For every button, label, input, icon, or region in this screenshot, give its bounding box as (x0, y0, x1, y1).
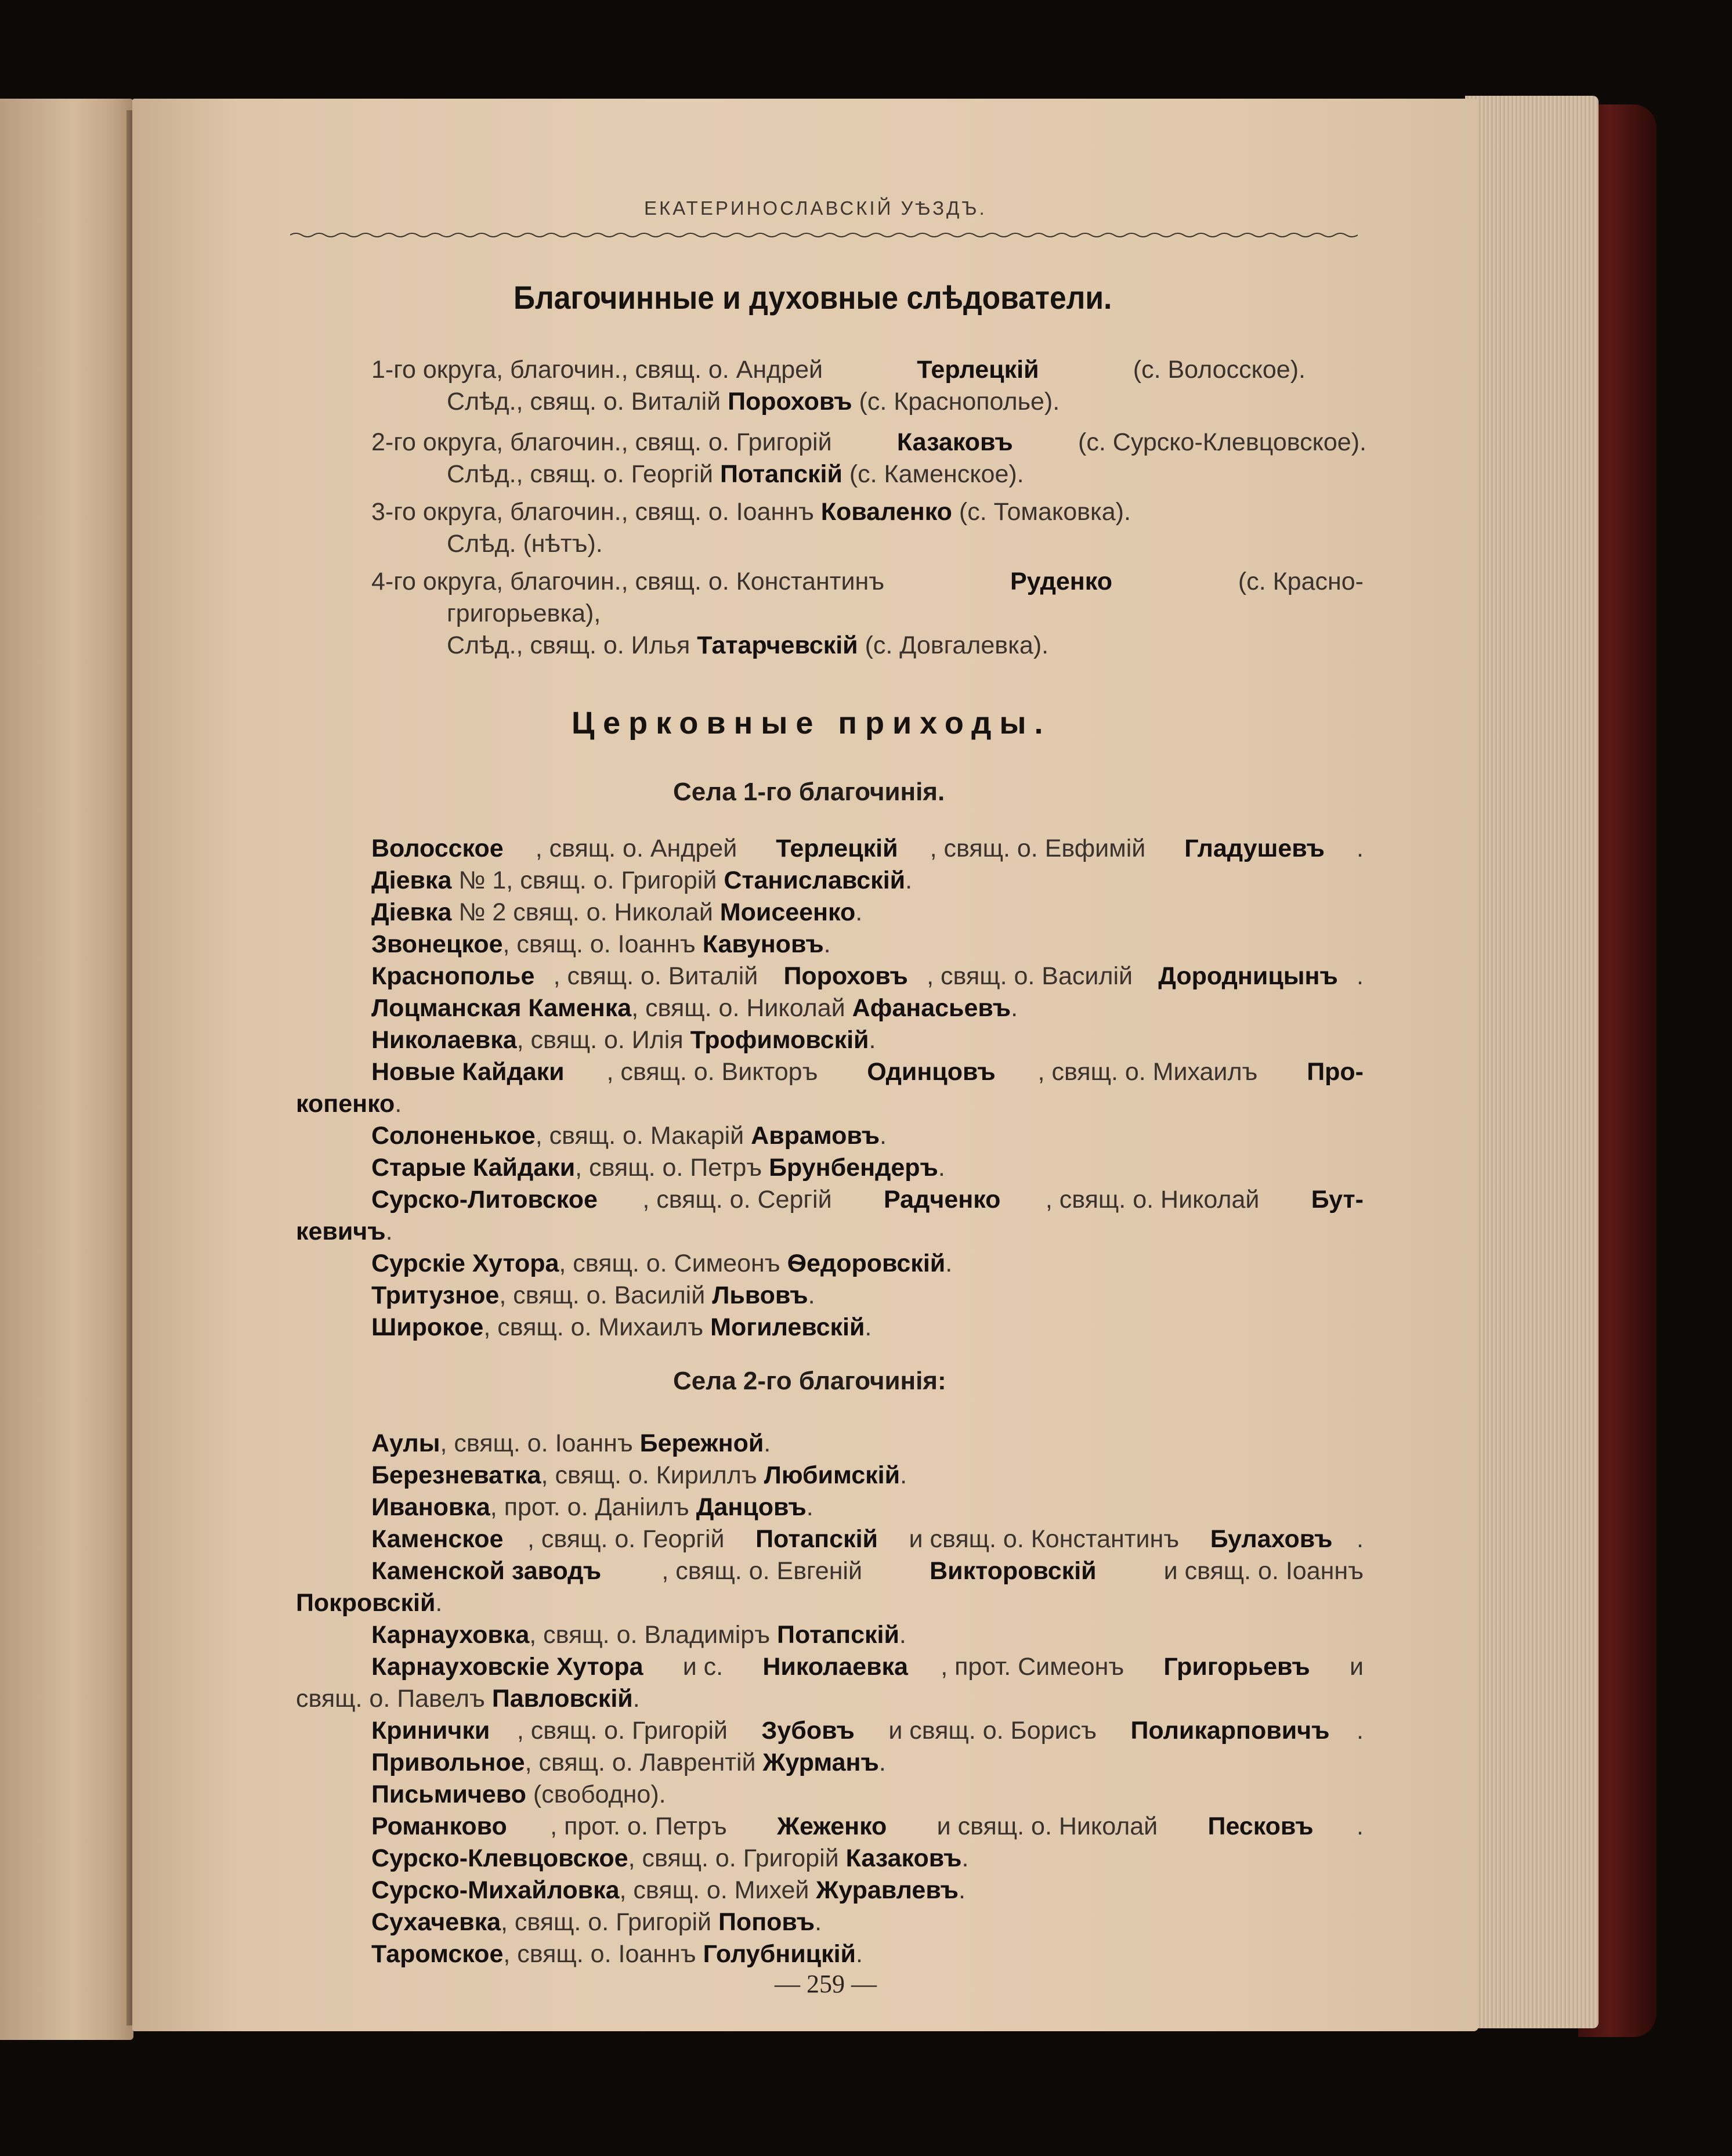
text-run: , свящ. о. Михей (619, 1876, 816, 1904)
text-run: (с. Красно- (1231, 568, 1364, 595)
text-run: . (632, 1685, 640, 1713)
text-run: , свящ. о. Іоаннъ (503, 1940, 703, 1968)
text-line (371, 1428, 771, 1459)
text-line (296, 1683, 640, 1714)
subhead-deanery-1: Села 1-го благочинія. (673, 778, 945, 806)
text-line (371, 496, 1131, 528)
text-run: , свящ. о. Николай (631, 994, 852, 1022)
text-run: . (961, 1844, 969, 1872)
text-line (371, 1875, 966, 1906)
text-run: Слѣд., свящ. о. Георгій (447, 460, 721, 488)
text-line (371, 1938, 863, 1970)
text-line (447, 458, 1024, 490)
text-line (371, 1120, 887, 1151)
text-run: . (806, 1493, 813, 1521)
text-run: (с. Довгалевка). (858, 631, 1049, 659)
left-page (0, 99, 133, 2040)
text-run: . (938, 1154, 945, 1182)
text-run: и свящ. о. Борисъ (881, 1717, 1104, 1745)
bold-name: Каменской заводъ (371, 1557, 602, 1585)
bold-name: Карнауховскіе Хутора (371, 1653, 643, 1681)
text-line (371, 1619, 906, 1651)
text-run: . (900, 1461, 907, 1489)
bold-name: Зубовъ (761, 1717, 855, 1745)
text-run: , прот. о. Петръ (550, 1812, 734, 1840)
text-run: . (878, 1749, 886, 1776)
text-run: , свящ. о. Макарій (535, 1122, 751, 1150)
text-run: № 1, свящ. о. Григорій (451, 866, 724, 894)
text-run: . (1357, 962, 1364, 990)
bold-name: Покровскій (296, 1589, 436, 1617)
text-line (371, 566, 1364, 597)
text-line (371, 1312, 872, 1343)
text-run: Слѣд. (нѣтъ). (447, 530, 603, 558)
bold-name: Краснополье (371, 962, 535, 990)
bold-name: Новые Кайдаки (371, 1058, 565, 1086)
bold-name: Діевка (371, 898, 452, 926)
text-run: . (899, 1621, 906, 1649)
bold-name: Таромское (371, 1940, 504, 1968)
text-run: . (855, 898, 863, 926)
bold-name: Широкое (371, 1313, 484, 1341)
text-run: и свящ. о. Константинъ (902, 1525, 1187, 1553)
bold-name: Сурско-Литовское (371, 1186, 598, 1214)
text-line (447, 528, 603, 559)
text-run: . (1357, 1812, 1364, 1840)
bold-name: Потапскій (720, 460, 843, 488)
section-title-deaneries: Благочинные и духовные слѣдователи. (514, 279, 1112, 316)
bold-name: Песковъ (1207, 1812, 1314, 1840)
bold-name: Трофимовскій (690, 1026, 869, 1054)
bold-name: Діевка (371, 866, 452, 894)
text-line (371, 833, 1364, 864)
bold-name: Каменское (371, 1525, 504, 1553)
bold-name: Могилевскій (710, 1313, 865, 1341)
text-run: . (764, 1429, 771, 1457)
text-run: . (808, 1281, 815, 1309)
bold-name: Ѳедоровскій (787, 1249, 946, 1277)
text-line (371, 1024, 876, 1056)
bold-name: Брунбендеръ (769, 1154, 938, 1182)
text-run: (с. Волосское). (1126, 356, 1306, 384)
bold-name: Аулы (371, 1429, 440, 1457)
text-run: (с. Краснополье). (852, 388, 1060, 416)
text-line (371, 897, 862, 928)
text-line (296, 1216, 393, 1247)
text-run: . (945, 1249, 953, 1277)
text-run: . (856, 1940, 863, 1968)
text-run: (с. Сурско-Клевцовское). (1071, 428, 1366, 456)
text-run: , свящ. о. Андрей (535, 835, 744, 862)
text-run: и с. (675, 1653, 731, 1681)
bold-name: Поповъ (718, 1908, 815, 1936)
text-run: . (385, 1218, 393, 1245)
text-line (371, 1056, 1364, 1088)
text-run: , свящ. о. Петръ (575, 1154, 769, 1182)
bold-name: Карнауховка (371, 1621, 530, 1649)
text-line (371, 427, 1366, 458)
bold-name: Кавуновъ (702, 930, 824, 958)
text-run: , свящ. о. Кириллъ (541, 1461, 764, 1489)
wavy-rule (290, 231, 1358, 239)
text-line (447, 598, 601, 629)
bold-name: Данцовъ (696, 1493, 807, 1521)
bold-name: Березневатка (371, 1461, 541, 1489)
bold-name: Руденко (1010, 568, 1112, 595)
page-number: — 259 — (775, 1970, 877, 1998)
text-line (371, 1715, 1364, 1746)
text-line (371, 1248, 952, 1279)
bold-name: Станиславскій (724, 866, 906, 894)
bold-name: Пороховъ (728, 388, 852, 416)
text-run: и свящ. о. Николай (930, 1812, 1165, 1840)
bold-name: Привольное (371, 1749, 525, 1776)
bold-name: Бережной (639, 1429, 764, 1457)
text-line (371, 1184, 1364, 1215)
text-run: . (880, 1122, 887, 1150)
text-run: и (1343, 1653, 1364, 1681)
bold-name: Жеженко (777, 1812, 887, 1840)
text-run: , свящ. о. Николай (1045, 1186, 1267, 1214)
text-run: 2-го округа, благочин., свящ. о. Григорій (371, 428, 839, 456)
text-run: , свящ. о. Евфимій (930, 835, 1153, 862)
text-line (371, 1811, 1364, 1842)
text-run: , свящ. о. Іоаннъ (440, 1429, 640, 1457)
text-run: , свящ. о. Григорій (628, 1844, 846, 1872)
text-run: , прот. о. Даніилъ (490, 1493, 696, 1521)
bold-name: Старые Кайдаки (371, 1154, 576, 1182)
bold-name: Радченко (884, 1186, 1001, 1214)
bold-name: Терлецкій (917, 356, 1039, 384)
text-line (371, 354, 1306, 385)
text-run: . (435, 1589, 443, 1617)
text-run: , свящ. о. Викторъ (606, 1058, 825, 1086)
text-line (296, 1088, 402, 1119)
bold-name: Татарчевскій (697, 631, 858, 659)
bold-name: Ивановка (371, 1493, 490, 1521)
text-run: . (815, 1908, 822, 1936)
text-run: и свящ. о. Іоаннъ (1156, 1557, 1364, 1585)
text-run: свящ. о. Павелъ (296, 1685, 492, 1713)
bold-name: Сухачевка (371, 1908, 501, 1936)
bold-name: Волосское (371, 835, 504, 862)
text-run: , свящ. о. Михаилъ (1037, 1058, 1265, 1086)
page-edges (1465, 96, 1599, 2028)
text-run: (с. Каменское). (842, 460, 1024, 488)
bold-name: кевичъ (296, 1218, 386, 1245)
bold-name: Григорьевъ (1163, 1653, 1310, 1681)
bold-name: Журавлевъ (816, 1876, 959, 1904)
text-run: , свящ. о. Василій (927, 962, 1140, 990)
bold-name: Коваленко (820, 498, 952, 526)
text-line (447, 630, 1048, 661)
text-run: . (905, 866, 913, 894)
bold-name: Потапскій (777, 1621, 899, 1649)
text-run: . (1357, 1525, 1364, 1553)
bold-name: Бут- (1311, 1186, 1364, 1214)
bold-name: Про- (1307, 1058, 1364, 1086)
text-run: , свящ. о. Іоаннъ (502, 930, 703, 958)
text-line (371, 1747, 886, 1778)
text-line (371, 1779, 666, 1810)
bold-name: Голубницкій (703, 1940, 856, 1968)
text-run: , свящ. о. Григорій (501, 1908, 719, 1936)
subhead-deanery-2: Села 2-го благочинія: (673, 1367, 946, 1395)
text-line (371, 1555, 1364, 1587)
text-line (371, 1491, 813, 1523)
text-run: 3-го округа, благочин., свящ. о. Іоаннъ (371, 498, 821, 526)
bold-name: Тритузное (371, 1281, 500, 1309)
bold-name: Викторовскій (930, 1557, 1097, 1585)
bold-name: Лоцманская Каменка (371, 994, 632, 1022)
text-line (371, 1906, 822, 1938)
text-run: . (1011, 994, 1018, 1022)
bold-name: Звонецкое (371, 930, 503, 958)
text-line (371, 1651, 1364, 1682)
text-run: , свящ. о. Георгій (527, 1525, 732, 1553)
bold-name: Николаевка (762, 1653, 908, 1681)
text-run: (свободно). (526, 1781, 666, 1808)
text-line (371, 1460, 907, 1491)
bold-name: Пороховъ (783, 962, 908, 990)
text-run: , свящ. о. Симеонъ (559, 1249, 787, 1277)
text-run: , свящ. о. Василій (499, 1281, 713, 1309)
text-run: , свящ. о. Виталій (553, 962, 765, 990)
running-head: ЕКАТЕРИНОСЛАВСКІЙ УѢЗДЪ. (644, 197, 987, 219)
bold-name: Аврамовъ (751, 1122, 880, 1150)
text-run: № 2 свящ. о. Николай (451, 898, 720, 926)
text-run: Слѣд., свящ. о. Виталій (447, 388, 728, 416)
text-line (371, 1843, 968, 1874)
bold-name: Казаковъ (845, 1844, 962, 1872)
bold-name: Терлецкій (776, 835, 898, 862)
bold-name: Журманъ (762, 1749, 879, 1776)
bold-name: Сурскіе Хутора (371, 1249, 559, 1277)
bold-name: Булаховъ (1210, 1525, 1333, 1553)
bold-name: Кринички (371, 1717, 490, 1745)
text-line (371, 992, 1018, 1024)
text-run: , свящ. о. Лаврентій (525, 1749, 763, 1776)
text-run: Слѣд., свящ. о. Илья (447, 631, 697, 659)
text-run: , свящ. о. Григорій (516, 1717, 735, 1745)
text-line (371, 1280, 815, 1311)
text-run: . (823, 930, 831, 958)
text-run: , свящ. о. Владиміръ (529, 1621, 778, 1649)
text-line (447, 386, 1060, 417)
text-run: 1-го округа, благочин., свящ. о. Андрей (371, 356, 830, 384)
text-run: . (1357, 835, 1364, 862)
text-run: , прот. Симеонъ (941, 1653, 1131, 1681)
text-run: , свящ. о. Евгеній (661, 1557, 869, 1585)
bold-name: Дородницынъ (1158, 962, 1338, 990)
text-line (371, 1152, 945, 1183)
bold-name: Солоненькое (371, 1122, 536, 1150)
text-run: , свящ. о. Сергій (642, 1186, 839, 1214)
bold-name: Моисеенко (719, 898, 856, 926)
bold-name: Письмичево (371, 1781, 526, 1808)
bold-name: Сурско-Михайловка (371, 1876, 620, 1904)
text-run: 4-го округа, благочин., свящ. о. Константинъ (371, 568, 892, 595)
text-run: . (959, 1876, 966, 1904)
bold-name: Николаевка (371, 1026, 517, 1054)
bold-name: Павловскій (491, 1685, 633, 1713)
text-line (371, 929, 831, 960)
bold-name: Гладушевъ (1184, 835, 1325, 862)
text-run: (с. Томаковка). (952, 498, 1131, 526)
text-run: , свящ. о. Илія (516, 1026, 690, 1054)
bold-name: Потапскій (755, 1525, 878, 1553)
text-line (296, 1587, 442, 1619)
text-run: . (395, 1090, 402, 1118)
text-run: , свящ. о. Михаилъ (483, 1313, 711, 1341)
bold-name: Романково (371, 1812, 507, 1840)
text-run: григорьевка), (447, 600, 601, 627)
text-line (371, 1523, 1364, 1555)
bold-name: Казаковъ (896, 428, 1013, 456)
bold-name: Афанасьевъ (852, 994, 1011, 1022)
text-run: . (865, 1313, 872, 1341)
bold-name: Сурско-Клевцовское (371, 1844, 628, 1872)
bold-name: Львовъ (712, 1281, 808, 1309)
text-line (371, 960, 1364, 992)
text-line (371, 865, 912, 896)
text-run: . (1357, 1717, 1364, 1745)
text-run: . (869, 1026, 876, 1054)
bold-name: Любимскій (764, 1461, 901, 1489)
section-title-parishes: Церковные приходы. (572, 706, 1051, 741)
bold-name: копенко (296, 1090, 395, 1118)
bold-name: Одинцовъ (867, 1058, 996, 1086)
bold-name: Поликарповичъ (1130, 1717, 1330, 1745)
